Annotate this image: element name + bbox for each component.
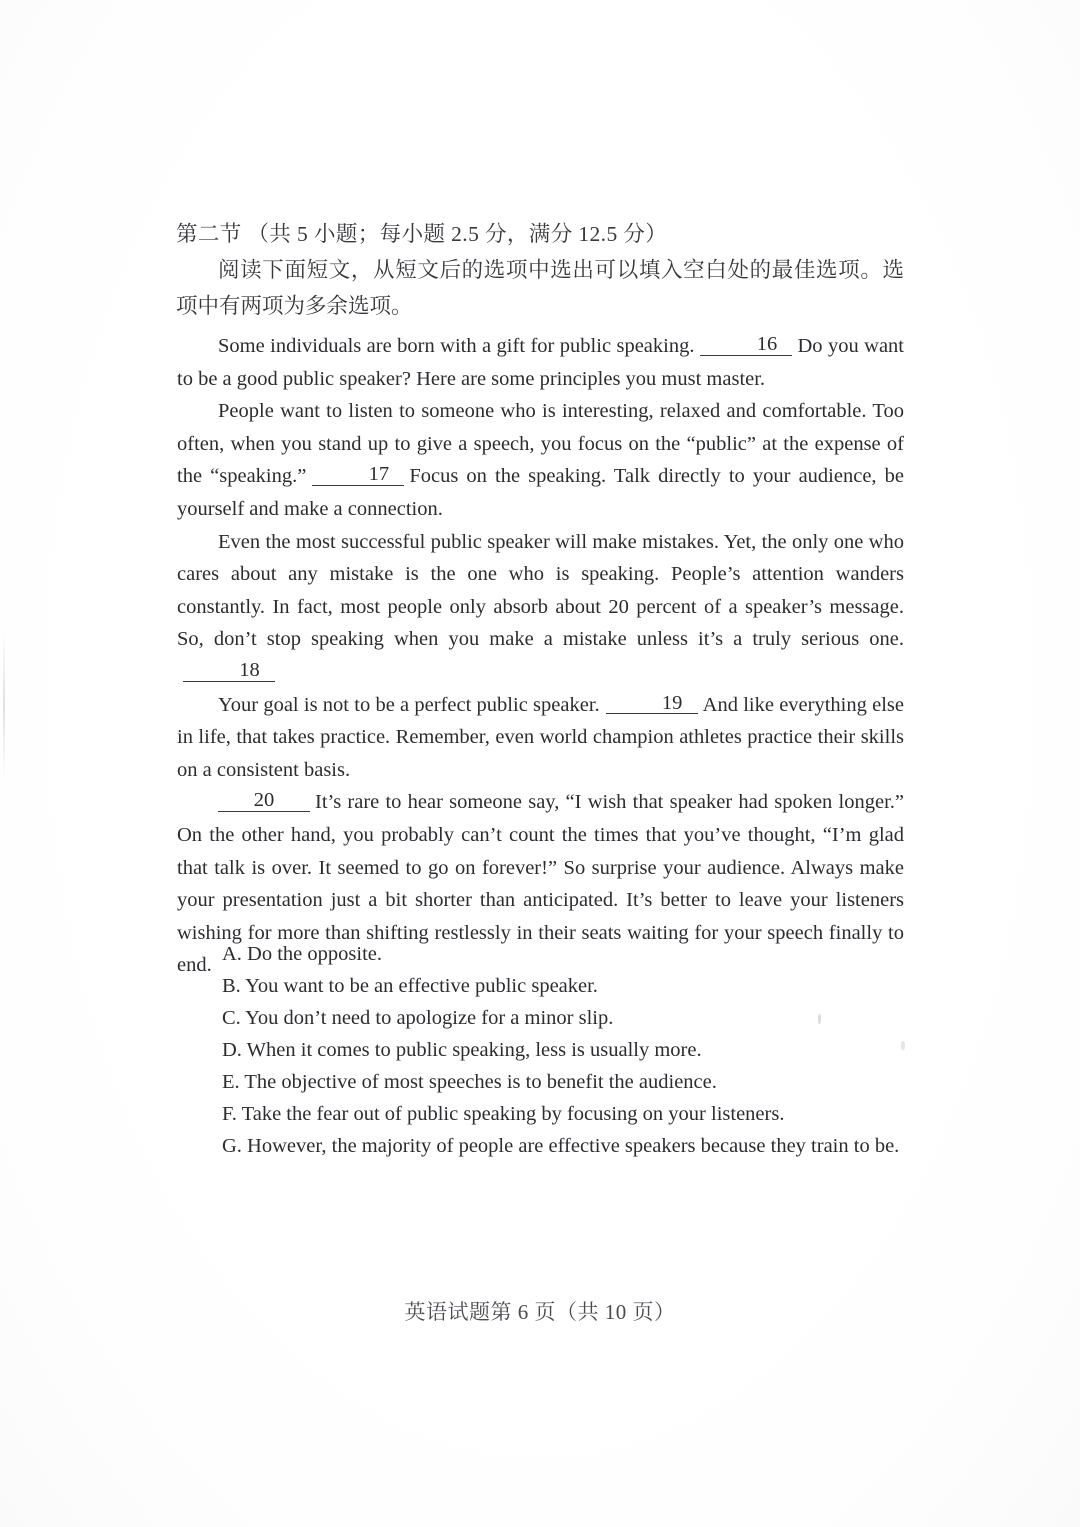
answer-blank-17[interactable]: 17 — [312, 464, 404, 486]
passage-paragraph-2 — [177, 395, 904, 525]
paragraph-3-text-before: Even the most successful public speaker will make mistakes. Yet, the only one who cares about any mistake is the one who is speaking. People’s attention wanders constantly. In fact, most people only absorb about 20 percent of a speaker’s message. So, don’t stop speaking when you make a mistake unless it’s a truly serious one. — [177, 530, 904, 651]
answer-blank-18[interactable]: 18 — [183, 660, 275, 682]
passage-paragraph-3 — [177, 526, 904, 689]
paragraph-2-text-before: People want to listen to someone who is interesting, relaxed and comfortable. Too often, when you stand up to give a speech, you focus on the “public” at the expense of the “speaking.” — [177, 400, 904, 488]
option-item-b[interactable]: B. You want to be an effective public speaker. — [222, 975, 598, 997]
paragraph-4-text-after: And like everything else in life, that takes practice. Remember, even world champion athletes practice their skills on a consistent basis. — [177, 693, 904, 781]
options-list — [222, 938, 922, 1162]
paragraph-2-text-after: Focus on the speaking. Talk directly to your audience, be yourself and make a connection. — [177, 465, 904, 520]
answer-blank-19[interactable]: 19 — [606, 693, 698, 715]
option-item-f[interactable]: F. Take the fear out of public speaking by focusing on your listeners. — [222, 1103, 785, 1125]
passage-paragraph-4 — [177, 689, 904, 787]
answer-blank-16[interactable]: 16 — [700, 334, 792, 356]
reading-passage — [177, 330, 904, 982]
page-footer: 英语试题第 6 页（共 10 页） — [404, 1300, 676, 1324]
paragraph-1-text-before: Some individuals are born with a gift for public speaking. — [218, 335, 695, 357]
section-heading: 第二节 （共 5 小题；每小题 2.5 分，满分 12.5 分） — [176, 222, 668, 246]
option-item-c[interactable]: C. You don’t need to apologize for a minor slip. — [222, 1007, 614, 1029]
directions-paragraph: 阅读下面短文，从短文后的选项中选出可以填入空白处的最佳选项。选项中有两项为多余选项。 — [176, 258, 904, 318]
option-item-g[interactable]: G. However, the majority of people are effective speakers because they train to be. — [222, 1135, 900, 1157]
option-item-d[interactable]: D. When it comes to public speaking, less is usually more. — [222, 1039, 702, 1061]
paragraph-1-text-after: Do you want to be a good public speaker? Here are some principles you must master. — [177, 335, 905, 390]
paragraph-4-text-before: Your goal is not to be a perfect public speaker. — [218, 693, 600, 716]
answer-blank-20[interactable]: 20 — [218, 790, 310, 812]
passage-paragraph-1 — [177, 330, 904, 395]
option-item-e[interactable]: E. The objective of most speeches is to benefit the audience. — [222, 1071, 717, 1093]
paragraph-5-text-after: It’s rare to hear someone say, “I wish that speaker had spoken longer.” On the other hand, you probably can’t count the times that you’ve thought, “I’m glad that talk is over. It seemed to go on forever!” So surprise your audience. Always make your presentation just a bit shorter than anticipated. It’s better to leave your listeners wishing for more than shifting restlessly in their seats waiting for your speech finally to end. — [177, 791, 904, 977]
option-item-a[interactable]: A. Do the opposite. — [222, 943, 382, 965]
